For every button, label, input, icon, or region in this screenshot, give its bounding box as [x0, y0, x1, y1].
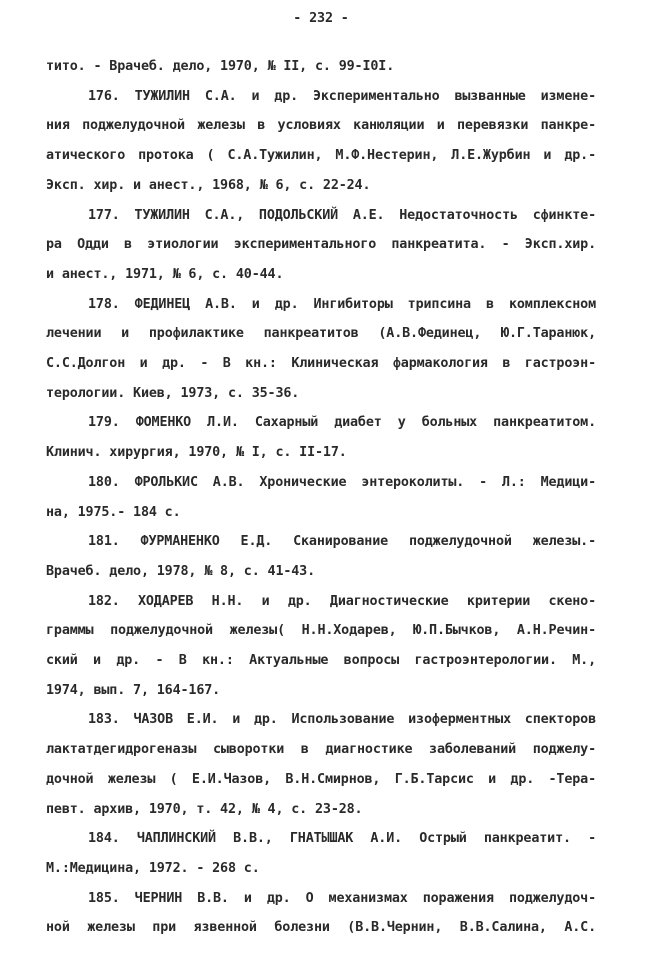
bibliography-text-line: 1974, вып. 7, 164-167. [46, 682, 221, 698]
bibliography-text-line: терологии. Киев, 1973, с. 35-36. [46, 385, 300, 401]
bibliography-text [46, 52, 596, 943]
bibliography-entry-start-line: 180. ФРОЛЬКИС А.В. Хронические энтероколиты. - Л.: Медици- [88, 474, 596, 490]
page-number: - 232 - [293, 11, 349, 26]
bibliography-text-line: ра Одди в этиологии экспериментального панкреатита. - Эксп.хир. [46, 237, 596, 253]
bibliography-text-line: атического протока ( С.А.Тужилин, М.Ф.Нестерин, Л.Е.Журбин и др.- [46, 148, 596, 164]
bibliography-text-line: тито. - Врачеб. дело, 1970, № II, с. 99-I0I. [46, 59, 395, 74]
bibliography-text-line: Врачеб. дело, 1978, № 8, с. 41-43. [46, 563, 316, 579]
bibliography-text-line: ский и др. - В кн.: Актуальные вопросы гастроэнтерологии. М., [46, 653, 596, 669]
bibliography-text-line: граммы поджелудочной железы( Н.Н.Ходарев, Ю.П.Бычков, А.Н.Речин- [46, 623, 596, 639]
bibliography-text-line: дочной железы ( Е.И.Чазов, В.Н.Смирнов, Г.Б.Тарсис и др. -Тера- [46, 771, 596, 787]
bibliography-text-line: Клинич. хирургия, 1970, № I, с. II-17. [46, 445, 347, 461]
bibliography-entry-start-line: 179. ФОМЕНКО Л.И. Сахарный диабет у больных панкреатитом. [88, 415, 596, 431]
bibliography-entry-start-line: 184. ЧАПЛИНСКИЙ В.В., ГНАТЫШАК А.И. Острый панкреатит. - [88, 831, 596, 847]
bibliography-text-line: ной железы при язвенной болезни (В.В.Чернин, В.В.Салина, А.С. [46, 920, 596, 936]
bibliography-entry-start-line: 183. ЧАЗОВ Е.И. и др. Использование изоферментных спекторов [88, 712, 596, 728]
bibliography-entry-start-line: 176. ТУЖИЛИН С.А. и др. Экспериментально вызванные измене- [88, 88, 596, 104]
bibliography-entry-start-line: 185. ЧЕРНИН В.В. и др. О механизмах поражения поджелудоч- [88, 890, 596, 906]
bibliography-text-line: лечении и профилактике панкреатитов (А.В.Фединец, Ю.Г.Таранюк, [46, 326, 596, 342]
bibliography-entry-start-line: 182. ХОДАРЕВ Н.Н. и др. Диагностические критерии скено- [88, 593, 596, 609]
bibliography-text-line: лактатдегидрогеназы сыворотки в диагностике заболеваний поджелу- [46, 742, 596, 758]
bibliography-entry-start-line: 178. ФЕДИНЕЦ А.В. и др. Ингибиторы трипсина в комплексном [88, 296, 596, 312]
bibliography-text-line: М.:Медицина, 1972. - 268 с. [46, 860, 260, 876]
bibliography-text-line: певт. архив, 1970, т. 42, № 4, с. 23-28. [46, 801, 363, 817]
bibliography-text-line: ния поджелудочной железы в условиях канюляции и перевязки панкре- [46, 118, 596, 134]
bibliography-text-line: на, 1975.- 184 с. [46, 504, 181, 520]
bibliography-text-line: Эксп. хир. и анест., 1968, № 6, с. 22-24. [46, 177, 371, 193]
bibliography-text-line: С.С.Долгон и др. - В кн.: Клиническая фармакология в гастроэн- [46, 356, 596, 372]
bibliography-text-line: и анест., 1971, № 6, с. 40-44. [46, 266, 284, 282]
bibliography-entry-start-line: 177. ТУЖИЛИН С.А., ПОДОЛЬСКИЙ А.Е. Недостаточность сфинкте- [88, 207, 596, 223]
bibliography-entry-start-line: 181. ФУРМАНЕНКО Е.Д. Сканирование поджелудочной железы.- [88, 534, 596, 550]
